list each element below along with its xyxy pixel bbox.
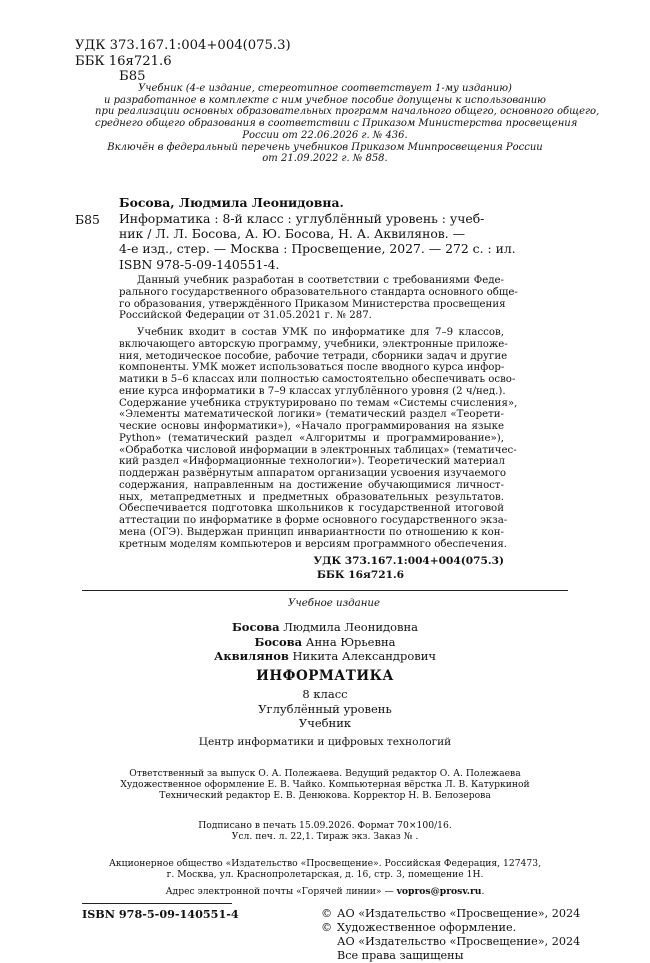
notice-line: Включён в федеральный перечень учебников Приказом Минпросвещения России <box>107 141 543 153</box>
abstract-line: ния, методическое пособие, рабочие тетради, сборники задач и другие <box>119 350 508 362</box>
imprint-publisher <box>0 858 650 880</box>
book-kind: Учебник <box>298 716 352 731</box>
book-title: ИНФОРМАТИКА <box>256 668 394 684</box>
abstract-line: «Элементы математической логики» (тематический раздел «Теорети- <box>119 409 504 421</box>
notice-line: среднего общего образования в соответствии с Приказом Министерства просвещения <box>95 118 578 130</box>
hotline-text: Адрес электронной почты «Горячей линии» — <box>165 886 397 897</box>
book-subtitle <box>0 687 650 731</box>
header-codes <box>75 38 291 85</box>
abstract-line: кретным моделям компьютеров и версиям программного обеспечения. <box>119 538 508 550</box>
bib-author: Босова, Людмила Леонидовна. <box>119 195 344 210</box>
book-grade: 8 класс <box>302 687 348 701</box>
header-udk: УДК 373.167.1:004+004(075.3) <box>75 38 291 53</box>
copyright-line: АО «Издательство «Просвещение», 2024 <box>337 935 581 948</box>
divider-top <box>82 590 568 591</box>
bib-description <box>119 212 516 257</box>
bib-code: Б85 <box>75 212 100 227</box>
copyright-line <box>321 907 580 921</box>
bib-line: 4-е изд., стер. — Москва : Просвещение, 2027. — 272 с. : ил. <box>119 240 516 256</box>
copyright-line <box>321 921 580 935</box>
notice-line: России от 22.06.2026 г. № 436. <box>242 129 408 141</box>
abstract-line: ение курса информатики в 7–9 классах углублённого уровня (2 ч/нед.). <box>119 385 506 397</box>
author-given-names: Людмила Леонидовна <box>279 620 419 634</box>
author-surname: Босова <box>254 634 303 649</box>
notice-line: при реализации основных образовательных программ начального общего, основного общего, <box>95 106 600 118</box>
footer-copyright <box>321 907 580 963</box>
hotline-email: vopros@prosv.ru <box>396 886 482 897</box>
imprint-line: Ответственный за выпуск О. А. Полежаева. Ведущий редактор О. А. Полежаева <box>129 768 521 779</box>
author-given-names: Анна Юрьевна <box>302 634 396 649</box>
abstract-paragraph-2 <box>119 327 518 550</box>
bib-line: ник / Л. Л. Босова, А. Ю. Босова, Н. А. Аквилянов. — <box>119 225 466 241</box>
abstract-line: Обеспечивается подготовка школьников к государственной итоговой <box>119 503 504 515</box>
bib-line: Информатика : 8-й класс : углублённый уровень : учеб- <box>119 211 485 226</box>
copyright-symbol: © <box>321 907 333 920</box>
imprint-line: Подписано в печать 15.09.2026. Формат 70×100/16. <box>198 820 452 831</box>
abstract-line: ных, метапредметных и предметных образовательных результатов. <box>119 491 504 503</box>
abstract-paragraph-1 <box>119 275 518 322</box>
abstract-line: поддержан развёрнутым аппаратом организации усвоения изучаемого <box>119 468 507 479</box>
publisher-center: Центр информатики и цифровых технологий <box>198 736 452 748</box>
bib-isbn: ISBN 978-5-09-140551-4. <box>119 257 280 272</box>
author-given-names: Никита Александрович <box>288 649 437 664</box>
abstract-line: Учебник входит в состав УМК по информатике для 7–9 классов, <box>137 327 504 338</box>
imprint-print <box>0 820 650 842</box>
notice-line: и разработанное в комплекте с ним учебное пособие допущены к использованию <box>104 94 546 106</box>
abstract-line: Российской Федерации от 31.05.2021 г. № 287. <box>119 310 372 322</box>
abstract-line: рального государственного образовательного стандарта основного обще- <box>119 286 518 298</box>
header-code: Б85 <box>119 69 146 84</box>
abstract-line: аттестации по информатике в форме основного государственного экза- <box>119 515 508 526</box>
abstract-line: включающего авторскую программу, учебники, электронные приложе- <box>119 338 508 350</box>
footer-isbn: ISBN 978-5-09-140551-4 <box>82 907 239 921</box>
abstract-codes <box>119 555 504 583</box>
abstract-udk: УДК 373.167.1:004+004(075.3) <box>313 555 504 567</box>
notice-line: Учебник (4-е издание, стереотипное соответствует 1-му изданию) <box>138 83 512 94</box>
imprint-staff <box>0 768 650 801</box>
abstract-line: го образования, утверждённого Приказом Министерства просвещения <box>119 298 506 310</box>
author-surname: Босова <box>231 620 280 634</box>
abstract-line: ческие основы информатики»), «Начало программирования на языке <box>119 421 504 432</box>
abstract-line: содержания, направленным на достижение обучающимися личност- <box>119 479 504 491</box>
imprint-line: г. Москва, ул. Краснопролетарская, д. 16, стр. 3, помещение 1Н. <box>166 869 484 881</box>
hotline-end: . <box>481 886 485 897</box>
abstract-bbk: ББК 16я721.6 <box>316 568 404 581</box>
abstract-line: Данный учебник разработан в соответствии с требованиями Феде- <box>137 275 504 286</box>
edition-authors <box>0 620 650 664</box>
abstract-line: «Обработка числовой информации в электронных таблицах» (тематичес- <box>119 444 517 456</box>
abstract-line: кий раздел «Информационные технологии»). Теоретический материал <box>119 456 505 468</box>
abstract-line: мена (ОГЭ). Выдержан принцип инвариантности по отношению к кон- <box>119 526 504 538</box>
imprint-line: Акционерное общество «Издательство «Просвещение». Российская Федерация, 127473, <box>108 858 542 869</box>
abstract-line: Содержание учебника структурировано по темам «Системы счисления», <box>119 397 518 409</box>
divider-bottom <box>82 903 232 904</box>
imprint-line: Усл. печ. л. 22,1. Тираж экз. Заказ № . <box>231 831 419 843</box>
approval-notice <box>95 83 600 165</box>
notice-line: от 21.09.2022 г. № 858. <box>262 153 388 165</box>
author-line <box>0 635 650 650</box>
abstract-line: компоненты. УМК может использоваться после вводного курса инфор- <box>119 362 505 374</box>
edition-type: Учебное издание <box>288 598 381 609</box>
copyright-symbol: © <box>321 921 333 934</box>
author-surname: Аквилянов <box>213 649 289 664</box>
copyright-line: Все права защищены <box>337 949 464 962</box>
author-line <box>0 649 650 664</box>
book-level: Углублённый уровень <box>258 701 392 716</box>
imprint-hotline <box>0 886 650 897</box>
abstract-line: матики в 5–6 классах или полностью самостоятельно обеспечивать осво- <box>119 374 516 385</box>
imprint-line: Художественное оформление Е. В. Чайко. Компьютерная вёрстка Л. В. Катуркиной <box>120 779 530 791</box>
header-bbk: ББК 16я721.6 <box>75 53 172 69</box>
copyright-text: Художественное оформление. <box>337 921 517 934</box>
copyright-text: АО «Издательство «Просвещение», 2024 <box>337 907 581 920</box>
abstract-line: Python» (тематический раздел «Алгоритмы и программирование»), <box>119 432 504 444</box>
imprint-line: Технический редактор Е. В. Денюкова. Корректор Н. В. Белозерова <box>159 790 491 802</box>
author-line <box>0 620 650 635</box>
